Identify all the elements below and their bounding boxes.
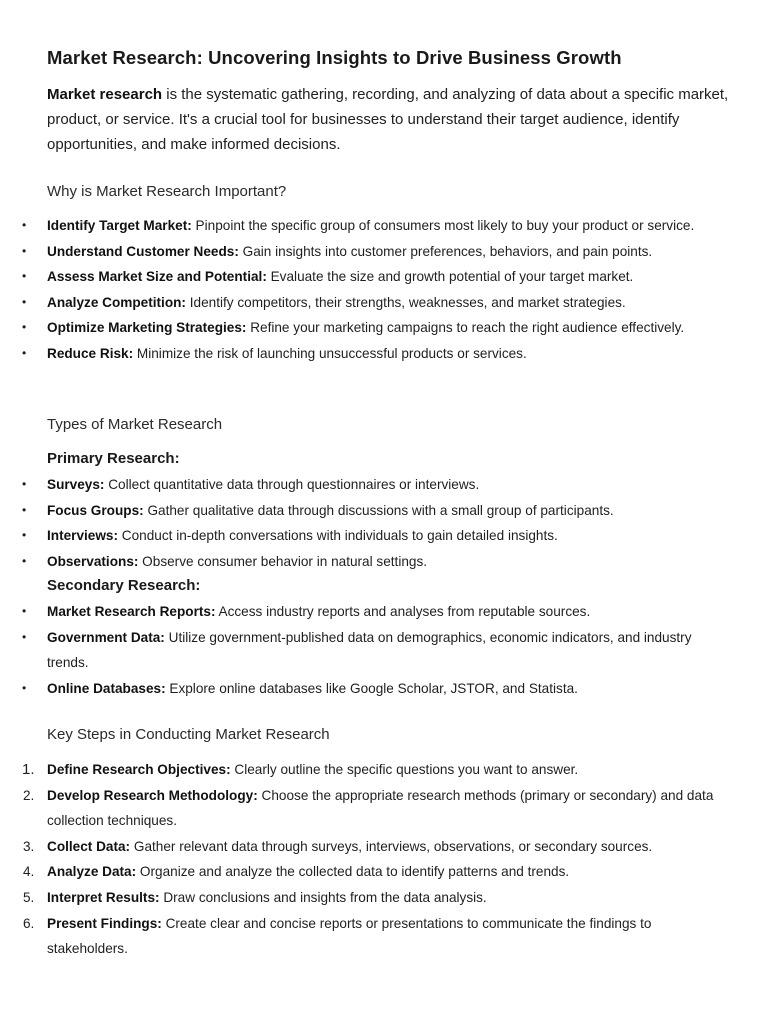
bullet-icon: •	[22, 553, 27, 568]
item-term: Online Databases:	[47, 680, 166, 696]
secondary-research-list	[0, 599, 740, 701]
item-text: Explore online databases like Google Scholar, JSTOR, and Statista.	[165, 680, 578, 696]
list-item	[0, 625, 727, 676]
item-text: Create clear and concise reports or presentations to communicate the findings to stakeholders.	[47, 915, 652, 957]
item-term: Observations:	[47, 553, 139, 569]
step-number: 4.	[23, 864, 35, 880]
list-item	[0, 213, 727, 239]
list-item	[0, 911, 727, 962]
list-item	[0, 859, 727, 885]
bullet-icon: •	[22, 604, 27, 618]
types-heading: Types of Market Research	[47, 416, 223, 433]
primary-research-list	[0, 472, 740, 574]
item-term: Government Data:	[47, 629, 165, 645]
item-text: Observe consumer behavior in natural settings.	[138, 553, 428, 569]
item-text: Clearly outline the specific questions you want to answer.	[230, 762, 579, 777]
bullet-icon: •	[22, 477, 27, 491]
bullet-icon: •	[22, 528, 27, 543]
secondary-research-heading: Secondary Research:	[47, 577, 201, 594]
bullet-icon: •	[22, 294, 27, 309]
item-term: Focus Groups:	[47, 502, 144, 518]
item-text: Gather relevant data through surveys, interviews, observations, or secondary sources.	[130, 838, 653, 854]
item-text: Evaluate the size and growth potential of your target market.	[266, 269, 634, 285]
item-term: Assess Market Size and Potential:	[47, 269, 267, 285]
list-item	[0, 885, 727, 911]
item-text: Conduct in-depth conversations with individuals to gain detailed insights.	[118, 528, 558, 544]
list-item	[0, 341, 727, 367]
primary-research-heading: Primary Research:	[47, 450, 180, 467]
bullet-icon: •	[22, 243, 27, 258]
list-item	[0, 290, 727, 316]
list-item	[0, 239, 727, 265]
item-text: Gather qualitative data through discussions with a small group of participants.	[143, 502, 614, 518]
item-term: Understand Customer Needs:	[47, 243, 239, 259]
page-title: Market Research: Uncovering Insights to Drive Business Growth	[47, 47, 622, 68]
intro-term: Market research	[47, 86, 163, 103]
steps-heading: Key Steps in Conducting Market Research	[47, 726, 330, 743]
item-text: Pinpoint the specific group of consumers most likely to buy your product or service.	[191, 218, 695, 233]
bullet-icon: •	[22, 629, 27, 644]
list-item	[0, 549, 727, 575]
item-term: Analyze Data:	[47, 864, 137, 880]
item-term: Market Research Reports:	[47, 604, 216, 619]
item-term: Define Research Objectives:	[47, 762, 231, 777]
why-heading: Why is Market Research Important?	[47, 183, 287, 200]
item-term: Collect Data:	[47, 838, 131, 854]
list-item	[0, 498, 727, 524]
steps-list	[0, 757, 740, 962]
item-term: Analyze Competition:	[47, 294, 186, 310]
why-list	[0, 213, 740, 367]
bullet-icon: •	[22, 345, 27, 360]
item-term: Present Findings:	[47, 915, 162, 931]
item-text: Collect quantitative data through questionnaires or interviews.	[104, 477, 480, 492]
item-text: Refine your marketing campaigns to reach the right audience effectively.	[246, 320, 685, 336]
list-item	[0, 264, 727, 290]
bullet-icon: •	[22, 269, 27, 284]
step-number: 2.	[23, 787, 35, 803]
list-item	[0, 599, 727, 625]
item-text: Choose the appropriate research methods (primary or secondary) and data collection techniques.	[47, 787, 714, 829]
list-item	[0, 676, 727, 702]
item-text: Draw conclusions and insights from the data analysis.	[159, 889, 487, 905]
bullet-icon: •	[22, 502, 27, 517]
item-text: Access industry reports and analyses from reputable sources.	[215, 604, 591, 619]
item-term: Interviews:	[47, 528, 119, 544]
item-term: Identify Target Market:	[47, 218, 192, 233]
bullet-icon: •	[22, 320, 27, 335]
item-text: Utilize government-published data on demographics, economic indicators, and industry trends.	[47, 629, 692, 671]
list-item	[0, 757, 727, 783]
item-term: Reduce Risk:	[47, 345, 134, 361]
step-number: 6.	[23, 915, 35, 931]
item-text: Minimize the risk of launching unsuccessful products or services.	[133, 345, 527, 361]
step-number: 1.	[22, 761, 35, 778]
bullet-icon: •	[22, 680, 27, 695]
step-number: 5.	[23, 889, 35, 905]
list-item	[0, 783, 727, 834]
item-term: Interpret Results:	[47, 889, 160, 905]
item-term: Develop Research Methodology:	[47, 787, 258, 803]
item-term: Optimize Marketing Strategies:	[47, 320, 247, 336]
intro-paragraph	[47, 82, 737, 157]
intro-text: is the systematic gathering, recording, and analyzing of data about a specific market, product, or service. It's a crucial tool for businesses to understand their target audience, identify opportunities, and make informed decisions.	[47, 86, 729, 153]
bullet-icon: •	[22, 218, 27, 232]
item-text: Organize and analyze the collected data to identify patterns and trends.	[136, 864, 570, 880]
list-item	[0, 472, 727, 498]
list-item	[0, 315, 727, 341]
list-item	[0, 834, 727, 860]
list-item	[0, 523, 727, 549]
item-text: Gain insights into customer preferences, behaviors, and pain points.	[238, 243, 653, 259]
step-number: 3.	[23, 838, 35, 854]
item-term: Surveys:	[47, 477, 105, 492]
item-text: Identify competitors, their strengths, weaknesses, and market strategies.	[185, 294, 626, 310]
